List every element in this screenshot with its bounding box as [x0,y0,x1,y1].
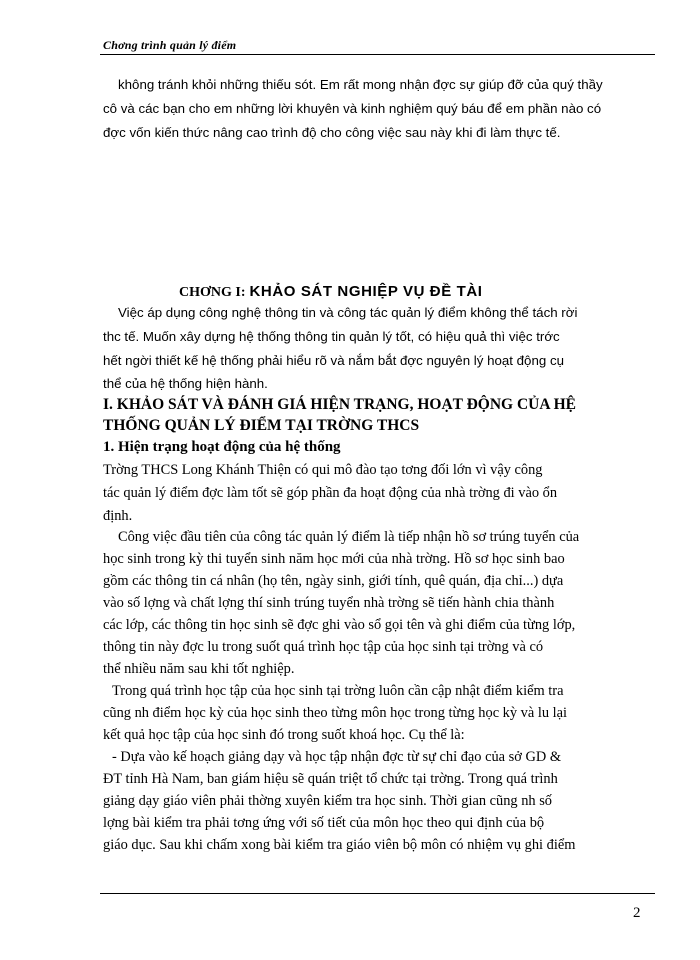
body-line: định. [103,508,133,524]
running-header: Chơng trình quản lý điểm [103,38,237,52]
intro-line: không tránh khỏi những thiếu sót. Em rất mong nhận đợc sự giúp đỡ của quý thầy [118,77,603,92]
section-heading: THỐNG QUẢN LÝ ĐIỂM TẠI TRỜNG THCS [103,417,420,434]
body-line: vào số lợng và chất lợng thí sinh trúng tuyển nhà trờng sẽ tiến hành chia thành [103,595,555,611]
chapter-intro-line: Việc áp dụng công nghệ thông tin và công tác quản lý điểm không thể tách rời [118,305,578,320]
chapter-intro-line: thc tế. Muốn xây dựng hệ thống thông tin quản lý tốt, có hiệu quả thì việc trớc [103,329,560,344]
header-rule [100,54,655,55]
body-line: tác quản lý điểm đợc làm tốt sẽ góp phần đa hoạt động của nhà trờng đi vào ổn [103,485,558,501]
body-line: cũng nh điểm học kỳ của học sinh theo từng môn học trong từng học kỳ và lu lại [103,705,568,721]
subsection-title: 1. Hiện trạng hoạt động của hệ thống [103,439,341,455]
chapter-heading [179,283,483,301]
footer-rule [100,893,655,894]
body-line: giảng dạy giáo viên phải thờng xuyên kiểm tra học sinh. Thời gian cũng nh số [103,793,552,809]
intro-line: đợc vốn kiến thức nâng cao trình độ cho công việc sau này khi đi làm thực tế. [103,125,561,140]
body-line: học sinh trong kỳ thi tuyển sinh năm học mới của nhà trờng. Hồ sơ học sinh bao [103,551,565,567]
chapter-title: KHẢO SÁT NGHIỆP VỤ ĐỀ TÀI [249,283,483,300]
body-line: Công việc đầu tiên của công tác quản lý điểm là tiếp nhận hồ sơ trúng tuyển của [118,529,580,545]
section-heading: I. KHẢO SÁT VÀ ĐÁNH GIÁ HIỆN TRẠNG, HOẠT ĐỘNG CỦA HỆ [103,396,576,413]
body-line: giáo dục. Sau khi chấm xong bài kiểm tra giáo viên bộ môn có nhiệm vụ ghi điểm [103,837,576,853]
body-line: thông tin này đợc lu trong suốt quá trình học tập của học sinh tại trờng và có [103,639,544,655]
page-number: 2 [633,905,641,921]
body-line: ĐT tỉnh Hà Nam, ban giám hiệu sẽ quán triệt tổ chức tại trờng. Trong quá trình [103,771,558,787]
body-line: thể nhiều năm sau khi tốt nghiệp. [103,661,295,677]
chapter-intro-line: hết ngời thiết kế hệ thống phải hiểu rõ và nắm bắt đợc nguyên lý hoạt động cụ [103,353,564,368]
chapter-intro-line: thể của hệ thống hiện hành. [103,376,268,391]
body-line: gồm các thông tin cá nhân (họ tên, ngày sinh, giới tính, quê quán, địa chỉ...) dựa [103,573,564,589]
body-line: lợng bài kiểm tra phải tơng ứng với số tiết của môn học theo qui định của bộ [103,815,545,831]
body-line: kết quả học tập của học sinh đó trong suốt khoá học. Cụ thể là: [103,727,465,743]
body-line: các lớp, các thông tin học sinh sẽ đợc ghi vào sổ gọi tên và ghi điểm của từng lớp, [103,617,576,633]
chapter-prefix: CHƠNG I: [179,285,246,300]
intro-line: cô và các bạn cho em những lời khuyên và kinh nghiệm quý báu để em phần nào có [103,101,602,116]
body-line: - Dựa vào kế hoạch giảng dạy và học tập nhận đợc từ sự chỉ đạo của sở GD & [112,749,562,765]
body-line: Trong quá trình học tập của học sinh tại trờng luôn cần cập nhật điểm kiểm tra [112,683,564,699]
body-line: Trờng THCS Long Khánh Thiện có qui mô đào tạo tơng đối lớn vì vậy công [103,462,543,478]
